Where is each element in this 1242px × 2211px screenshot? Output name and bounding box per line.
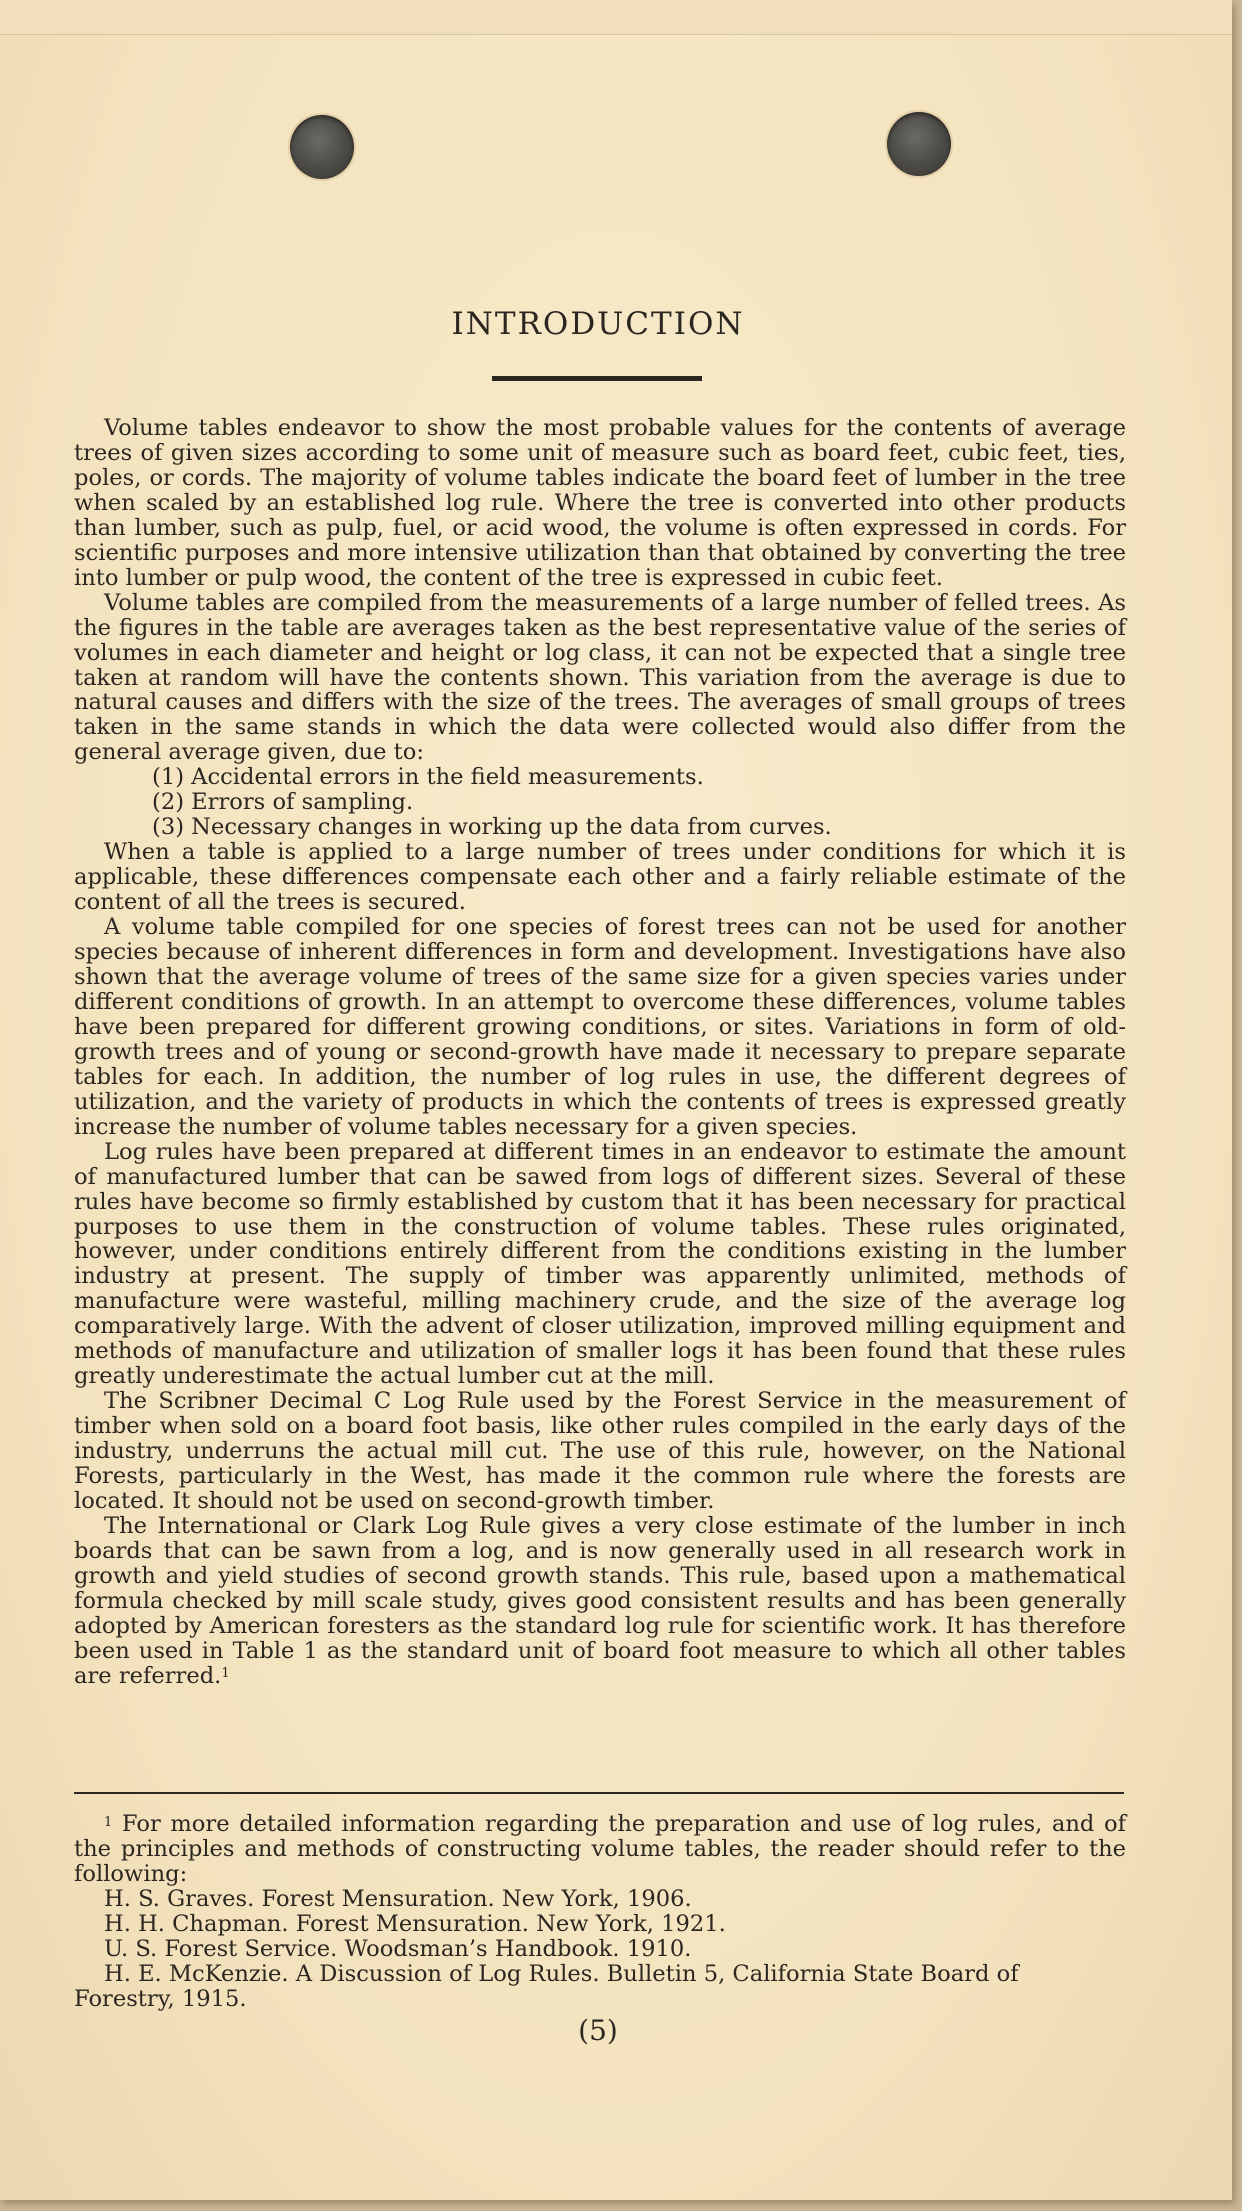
paragraph-compilation: Volume tables are compiled from the measurements of a large number of felled trees. As the figures in the table are averages taken as the best representative value of the series of volumes in each diameter and height or log class, it can not be expected that a single tree taken at random will have the contents shown. This variation from the average is due to natural causes and differs with the size of the trees. The averages of small groups of trees taken in the same stands in which the data were collected would also differ from the general average given, due to:: [74, 589, 1126, 766]
footnote-ref-mckenzie: H. E. McKenzie. A Discussion of Log Rules. Bulletin 5, California State Board of Forestry, 1915.: [74, 1961, 1019, 2012]
paragraph-species: A volume table compiled for one species of forest trees can not be used for another species because of inherent differences in form and development. Investigations have also shown that the average volume of trees of the same size for a given species varies under different conditions of growth. In an attempt to overcome these differences, volume tables have been prepared for different growing conditions, or sites. Variations in form of old-growth trees and of young or second-growth have made it necessary to prepare separate tables for each. In addition, the number of log rules in use, the different degrees of utilization, and the variety of products in which the contents of trees is expressed greatly increase the number of volume tables necessary for a given species.: [74, 914, 1126, 1140]
list-item-changes-curves: (3) Necessary changes in working up the data from curves.: [152, 814, 832, 841]
page-title: INTRODUCTION: [451, 306, 745, 342]
footnote-intro: [74, 1812, 1126, 1887]
list-item-errors-field: (1) Accidental errors in the field measurements.: [152, 764, 704, 791]
title-underline: [492, 376, 702, 381]
footnote-marker: 1: [104, 1815, 113, 1830]
paragraph-international-rule-text: The International or Clark Log Rule gives a very close estimate of the lumber in inch boards that can be sawn from a log, and is now generally used in all research work in growth and yield studies of second growth stands. This rule, based upon a mathematical formula checked by mill scale study, gives good consistent results and has been generally adopted by American foresters as the standard log rule for scientific work. It has therefore been used in Table 1 as the standard unit of board foot measure to which all other tables are referred.: [74, 1512, 1126, 1689]
footnote-intro-text: For more detailed information regarding the preparation and use of log rules, and of the principles and methods of constructing volume tables, the reader should refer to the following:: [74, 1811, 1126, 1887]
footnote-ref-graves: H. S. Graves. Forest Mensuration. New York, 1906.: [104, 1886, 692, 1912]
page-top-edge: [0, 0, 1232, 35]
paragraph-application: When a table is applied to a large number of trees under conditions for which it is applicable, these differences compensate each other and a fairly reliable estimate of the content of all the trees is secured.: [74, 839, 1126, 916]
paragraph-log-rules: Log rules have been prepared at different times in an endeavor to estimate the amount of manufactured lumber that can be sawed from logs of different sizes. Several of these rules have become so firmly established by custom that it has been necessary for practical purposes to use them in the construction of volume tables. These rules originated, however, under conditions entirely different from the conditions existing in the lumber industry at present. The supply of timber was apparently unlimited, methods of manufacture were wasteful, milling machinery crude, and the size of the average log comparatively large. With the advent of closer utilization, improved milling equipment and methods of manufacture and utilization of smaller logs it has been found that these rules greatly underestimate the actual lumber cut at the mill.: [74, 1138, 1126, 1390]
footnote-ref-forest-service: U. S. Forest Service. Woodsman’s Handbook. 1910.: [104, 1936, 692, 1962]
footnotes: [74, 1812, 1126, 2012]
paragraph-international-rule: [74, 1514, 1126, 1689]
paragraph-scribner-rule: The Scribner Decimal C Log Rule used by the Forest Service in the measurement of timber when sold on a board foot basis, like other rules compiled in the early days of the industry, underruns the actual mill cut. The use of this rule, however, on the National Forests, particularly in the West, has made it the common rule where the forests are located. It should not be used on second-growth timber.: [74, 1388, 1126, 1514]
list-item-errors-sampling: (2) Errors of sampling.: [152, 789, 414, 816]
footnote-ref-chapman: H. H. Chapman. Forest Mensuration. New York, 1921.: [104, 1911, 726, 1937]
paragraph-volume-tables: Volume tables endeavor to show the most probable values for the contents of average trees of given sizes according to some unit of measure such as board feet, cubic feet, ties, poles, or cords. The majority of volume tables indicate the board feet of lumber in the tree when scaled by an established log rule. Where the tree is converted into other products than lumber, such as pulp, fuel, or acid wood, the volume is often expressed in cords. For scientific purposes and more intensive utilization than that obtained by converting the tree into lumber or pulp wood, the content of the tree is expressed in cubic feet.: [74, 415, 1126, 591]
footnote-reference-marker: 1: [221, 1665, 230, 1681]
page-number: (5): [578, 2014, 618, 2047]
punch-hole-right: [887, 112, 951, 176]
footnote-divider: [74, 1792, 1124, 1794]
punch-hole-left: [290, 115, 354, 179]
body-text: [74, 416, 1126, 1689]
